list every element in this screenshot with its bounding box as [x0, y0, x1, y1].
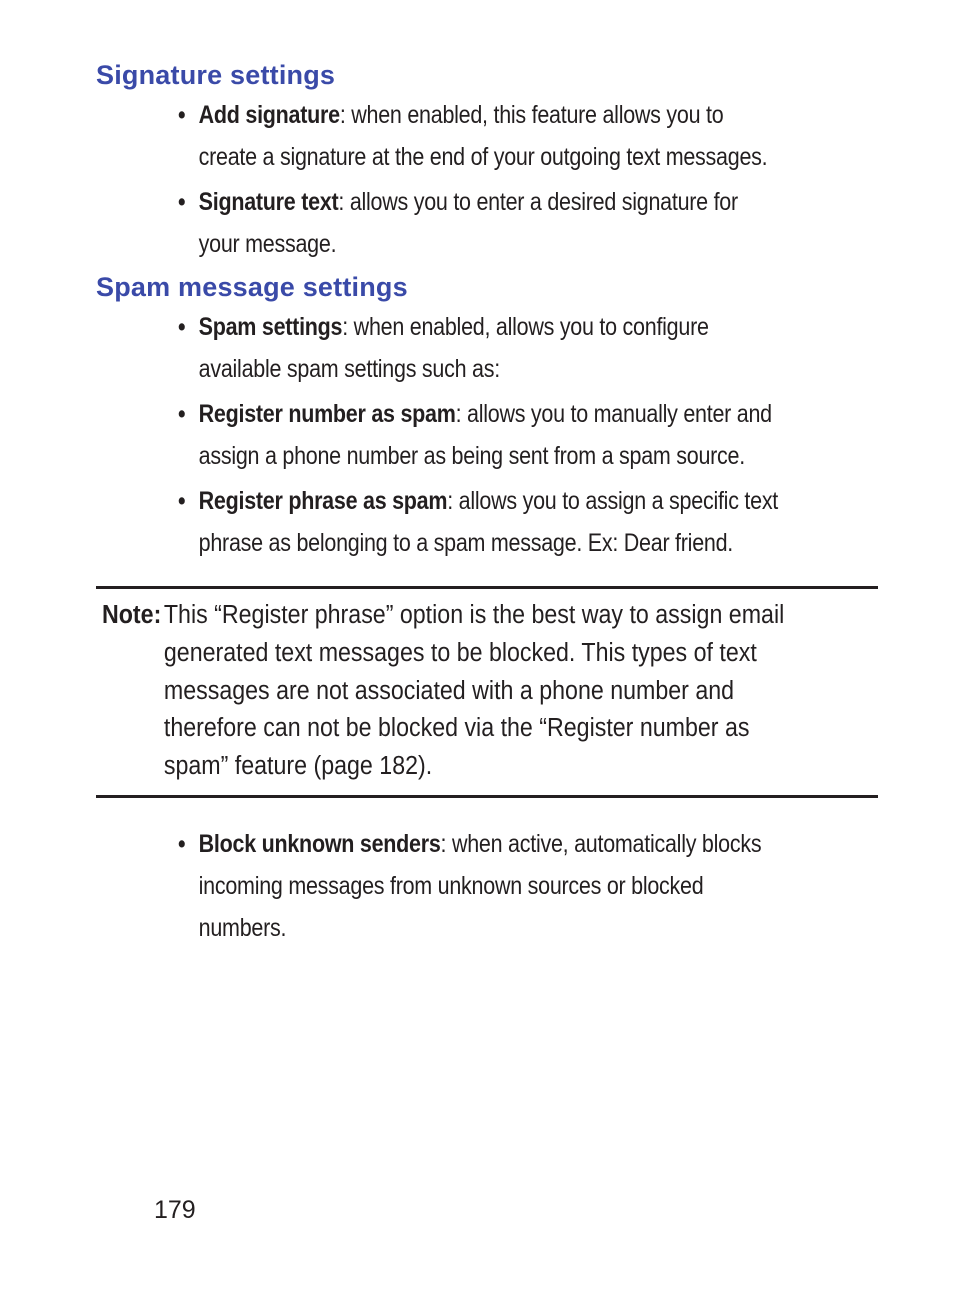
list-item-content: [178, 393, 780, 477]
section-heading-signature-settings: Signature settings: [96, 60, 336, 90]
bullet-icon: •: [178, 101, 186, 129]
item-description: : when enabled, this feature allows you to create a signature at the end of your outgoing text messages.: [198, 101, 768, 171]
list-item-block-unknown-senders: [178, 823, 780, 949]
bullet-icon: •: [178, 313, 186, 341]
item-term: Add signature: [198, 101, 340, 129]
list-item-register-number-as-spam: [178, 393, 780, 477]
item-term: Spam settings: [198, 313, 343, 341]
list-item-signature-text: [178, 181, 780, 265]
note-label: Note:: [102, 601, 162, 629]
note-bottom-divider: [96, 795, 878, 798]
bullet-icon: •: [178, 487, 186, 515]
bullet-icon: •: [178, 400, 186, 428]
item-term: Register phrase as spam: [198, 487, 448, 515]
bullet-icon: •: [178, 188, 186, 216]
note-top-divider: [96, 586, 878, 589]
list-item-spam-settings: [178, 306, 780, 390]
note-box: [102, 597, 794, 786]
list-item-content: [178, 823, 780, 949]
item-term: Signature text: [198, 188, 339, 216]
item-description: : allows you to assign a specific text phrase as belonging to a spam message. Ex: Dear friend.: [198, 487, 779, 557]
item-term: Block unknown senders: [198, 830, 441, 858]
list-item-add-signature: [178, 94, 780, 178]
note-text: This “Register phrase” option is the best way to assign email generated text messages to be blocked. This types of text messages are not associated with a phone number and therefore can not be blocked via the “Register number as spam” feature (page 182).: [163, 601, 785, 781]
item-description: : when active, automatically blocks incoming messages from unknown sources or blocked numbers.: [198, 830, 762, 942]
item-term: Register number as spam: [198, 400, 456, 428]
list-item-content: [178, 181, 780, 265]
item-description: : when enabled, allows you to configure available spam settings such as:: [198, 313, 709, 383]
item-description: : allows you to enter a desired signature for your message.: [198, 188, 738, 258]
list-item-register-phrase-as-spam: [178, 480, 780, 564]
list-item-content: [178, 306, 780, 390]
bullet-icon: •: [178, 830, 186, 858]
section-heading-spam-message-settings: Spam message settings: [96, 272, 408, 302]
list-item-content: [178, 94, 780, 178]
page-number: 179: [154, 1196, 196, 1224]
item-description: : allows you to manually enter and assign a phone number as being sent from a spam source.: [198, 400, 772, 470]
list-item-content: [178, 480, 780, 564]
